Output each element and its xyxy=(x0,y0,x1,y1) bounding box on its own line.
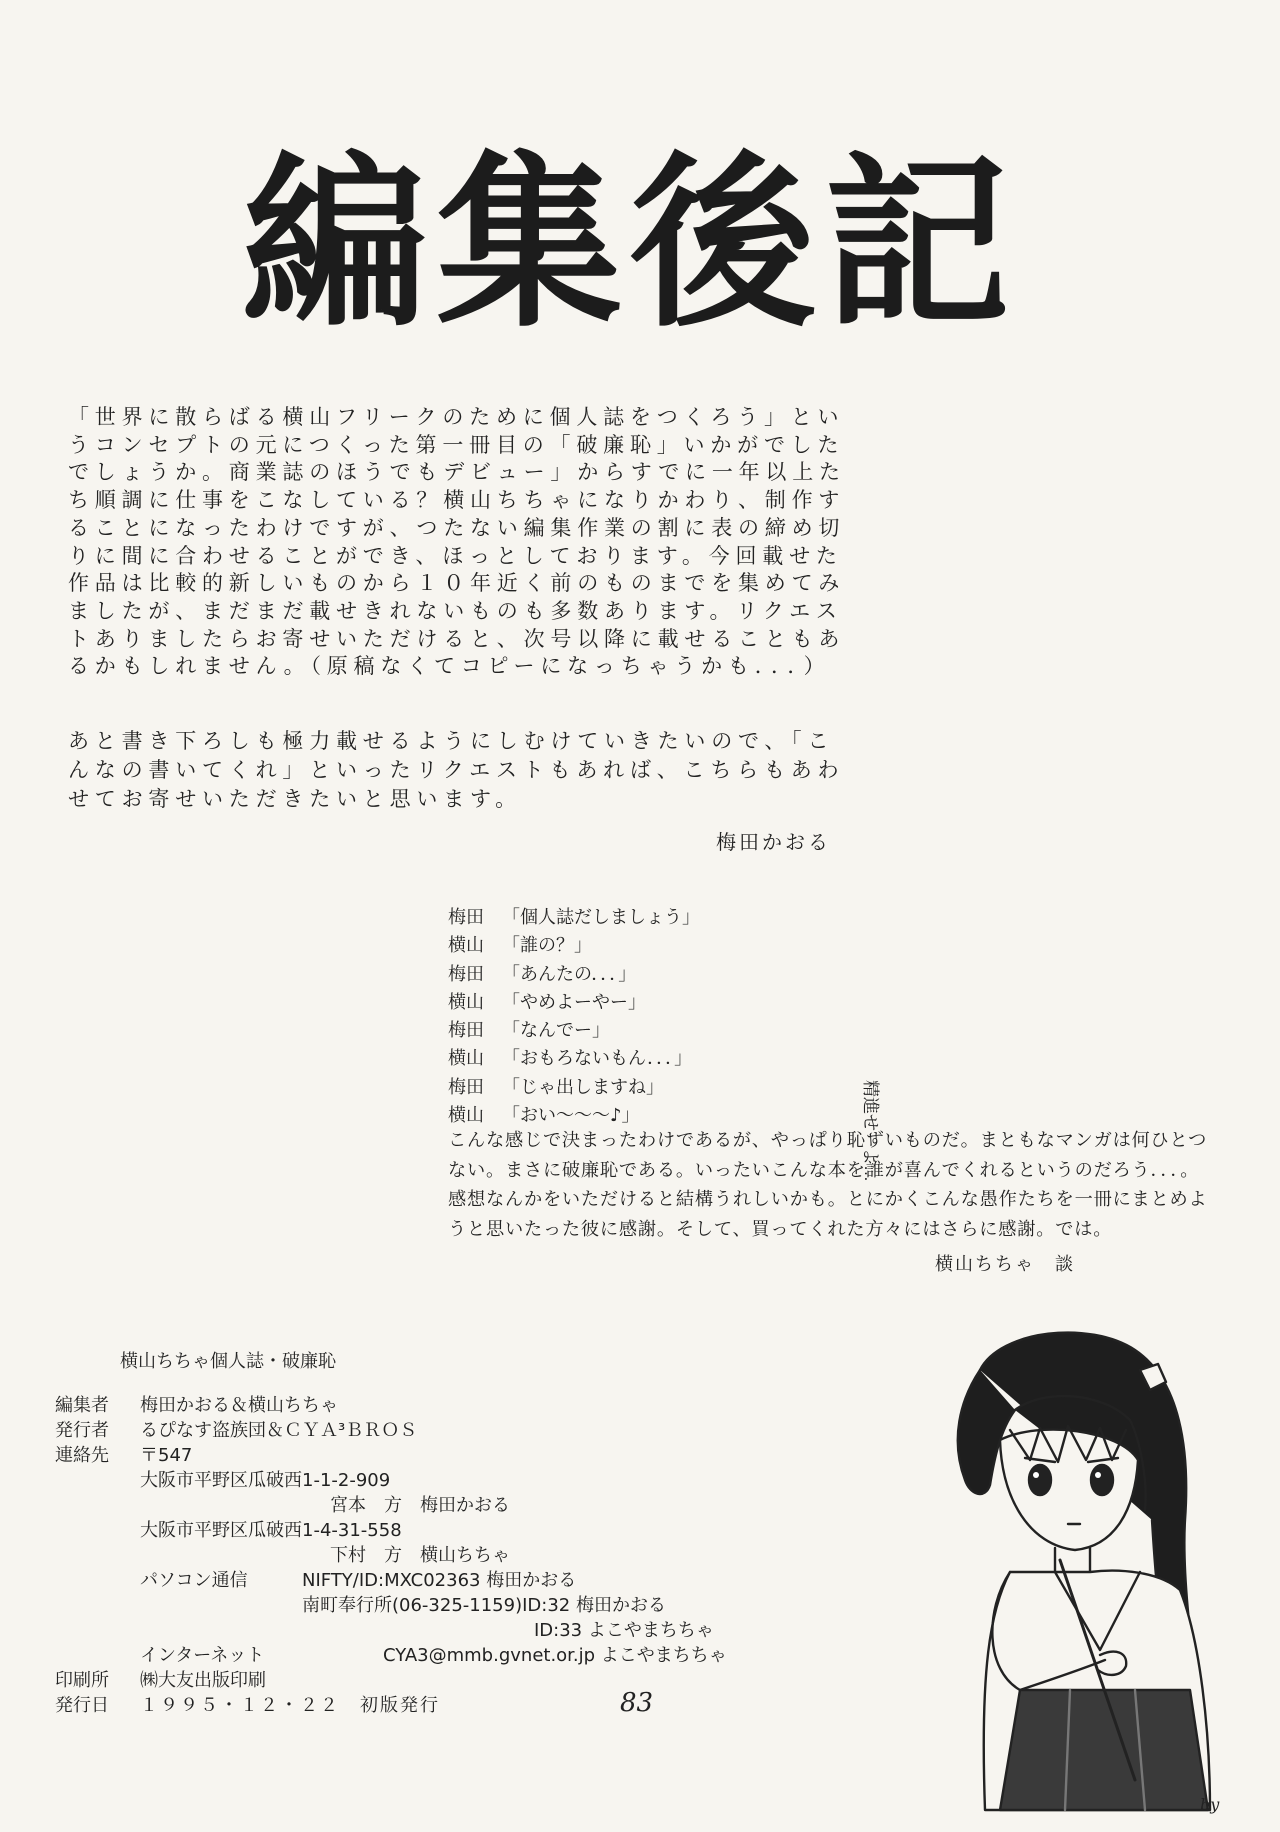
care-of-2: 下村 方 横山ちちゃ xyxy=(330,1545,510,1566)
dialogue-speaker: 梅田 xyxy=(448,963,484,985)
illustration-caption: 精進せーよ… xyxy=(861,1080,880,1182)
illustration-signature: by xyxy=(1200,1795,1220,1814)
dialogue-text: 「誰の？」 xyxy=(502,935,592,957)
request-paragraph: あと書き下ろしも極力載せるようにしむけていきたいので、「こんなの書いてくれ」といったリクエストもあれば、こちらもあわせてお寄せいただきたいと思います。 xyxy=(68,729,845,811)
dialogue-speaker: 梅田 xyxy=(448,1020,484,1042)
dialogue-text: 「なんでー」 xyxy=(502,1020,610,1042)
signature-umeda: 梅田かおる xyxy=(716,830,831,854)
publisher-label: 発行者 xyxy=(55,1420,109,1441)
afterword-paragraph: こんな感じで決まったわけであるが、やっぱり恥ずいものだ。まともなマンガは何ひとつない。まさに破廉恥である。いったいこんな本を誰が喜んでくれるというのだろう．．．。感想なんかをいただけると結構うれしいかも。とにかくこんな愚作たちを一冊にまとめようと思いたった彼に感謝。そして、買ってくれた方々にはさらに感謝。では。 xyxy=(448,1130,1208,1240)
dialogue-text: 「じゃ出しますね」 xyxy=(502,1076,664,1098)
pc-label: パソコン通信 xyxy=(140,1570,248,1591)
signature-yokoyama: 横山ちちゃ 談 xyxy=(935,1254,1075,1275)
dialogue-line xyxy=(448,932,700,960)
dialogue-speaker: 横山 xyxy=(448,1048,484,1070)
internet-label: インターネット xyxy=(140,1645,265,1666)
nifty-id: NIFTY/ID:MXC02363 梅田かおる xyxy=(302,1570,577,1591)
dialogue-speaker: 梅田 xyxy=(448,907,484,928)
care-of-1: 宮本 方 梅田かおる xyxy=(330,1495,510,1516)
dialogue-speaker: 梅田 xyxy=(448,1076,484,1098)
editor-label: 編集者 xyxy=(55,1395,109,1416)
dialogue-text: 「おもろないもん．．．」 xyxy=(502,1048,693,1070)
date-value: １９９５・１２・２２ 初版発行 xyxy=(140,1695,440,1716)
editor-value: 梅田かおる＆横山ちちゃ xyxy=(140,1395,338,1416)
dialogue-line xyxy=(448,989,700,1017)
dialogue-text: 「個人誌だしましょう」 xyxy=(502,907,700,928)
dialogue-text: 「あんたの．．．」 xyxy=(502,963,637,985)
page-title: 編集後記 xyxy=(241,133,1018,352)
bbs-id: 南町奉行所(06-325-1159)ID:32 梅田かおる xyxy=(302,1595,666,1616)
postal-code: 〒547 xyxy=(140,1445,193,1466)
dialogue-speaker: 横山 xyxy=(448,991,484,1013)
contact-label: 連絡先 xyxy=(55,1445,109,1466)
page-number: 83 xyxy=(620,1688,654,1718)
dialogue-speaker: 横山 xyxy=(448,935,484,957)
dialogue-line xyxy=(448,961,700,989)
dialogue-speaker: 横山 xyxy=(448,1105,484,1127)
colophon-book-title: 横山ちちゃ個人誌・破廉恥 xyxy=(120,1351,336,1372)
dialogue-block xyxy=(448,904,700,1130)
dialogue-text: 「おい〜〜〜♪」 xyxy=(502,1105,640,1127)
dialogue-line xyxy=(448,1017,700,1045)
dialogue-line xyxy=(448,1045,700,1073)
address-1: 大阪市平野区瓜破西1-1-2-909 xyxy=(140,1470,391,1491)
internet-value: CYA3@mmb.gvnet.or.jp よこやまちちゃ xyxy=(383,1645,727,1666)
dialogue-text: 「やめよーやー」 xyxy=(502,991,646,1013)
printer-label: 印刷所 xyxy=(55,1670,109,1691)
address-2: 大阪市平野区瓜破西1-4-31-558 xyxy=(140,1520,402,1541)
dialogue-line xyxy=(448,1074,700,1102)
bbs-id-2: ID:33 よこやまちちゃ xyxy=(534,1620,714,1641)
date-label: 発行日 xyxy=(55,1695,109,1716)
intro-paragraph: 「世界に散らばる横山フリークのために個人誌をつくろう」というコンセプトの元につくった第一冊目の「破廉恥」いかがでしたでしょうか。商業誌のほうでもデビュー」からすでに一年以上たち順調に仕事をこなしている？横山ちちゃになりかわり、制作することになったわけですが、つたない編集作業の割に表の締め切りに間に合わせることができ、ほっとしております。今回載せた作品は比較的新しいものから１０年近く前のものまでを集めてみましたが、まだまだ載せきれないものも多数あります。リクエストありましたらお寄せいただけると、次号以降に載せることもあるかもしれません。（原稿なくてコピーになっちゃうかも．．．） xyxy=(68,405,846,679)
publisher-value: るぴなす盗族団＆ＣＹＡ³ＢＲＯＳ xyxy=(140,1420,418,1441)
printer-value: ㈱大友出版印刷 xyxy=(140,1670,266,1691)
dialogue-line xyxy=(448,904,700,932)
